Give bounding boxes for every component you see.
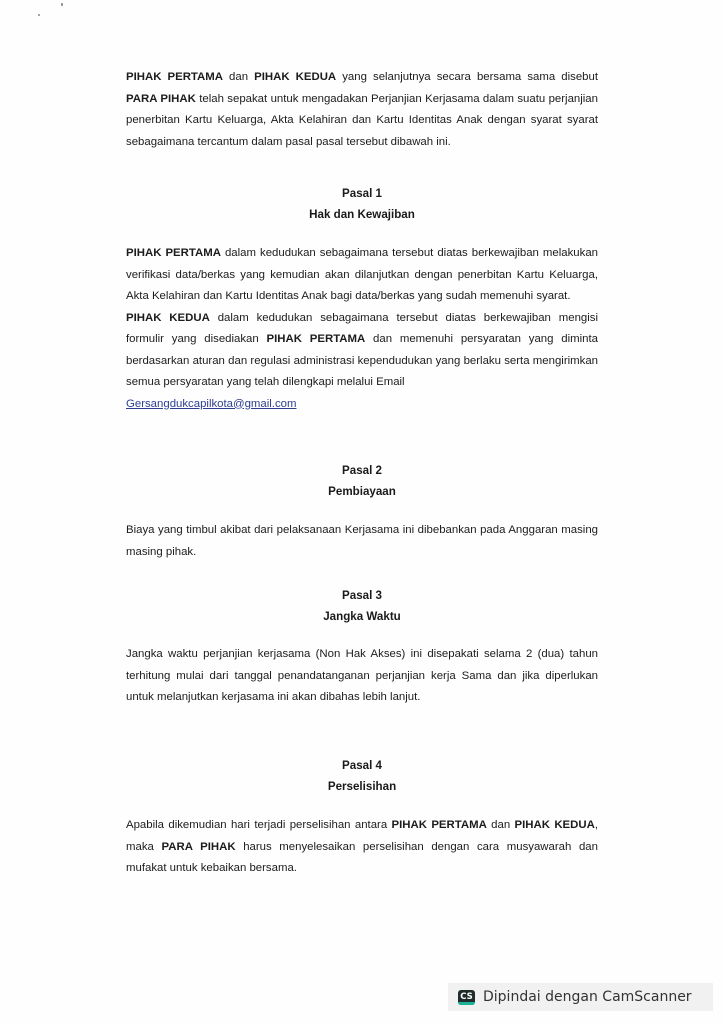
camscanner-logo-icon: CS (458, 990, 475, 1005)
bold-term: PIHAK PERTAMA (126, 71, 223, 83)
article-2 (126, 460, 598, 502)
camscanner-watermark (448, 983, 713, 1011)
article-title: Pembiayaan (328, 485, 396, 498)
article-2-body (126, 520, 598, 563)
article-1 (126, 183, 598, 225)
article-3 (126, 585, 598, 627)
text-run: Biaya yang timbul akibat dari pelaksanaan Kerjasama ini dibebankan pada Anggaran masing masing pihak. (126, 524, 598, 558)
article-title: Hak dan Kewajiban (309, 208, 415, 221)
text-run: dan (486, 819, 515, 831)
bold-term: PIHAK PERTAMA (266, 333, 366, 345)
text-run: Apabila dikemudian hari terjadi perselisihan antara (126, 819, 392, 831)
article-number: Pasal 3 (342, 589, 382, 602)
article-paragraph (126, 308, 598, 394)
email-link[interactable]: Gersangdukcapilkota@gmail.com (126, 397, 297, 410)
text-run: telah sepakat untuk mengadakan Perjanjian Kerjasama dalam suatu perjanjian penerbitan Kartu Keluarga, Akta Kelahiran dan Kartu Identitas Anak dengan syarat syarat sebagaimana tercantum dalam pasal pasal tersebut dibawah ini. (126, 92, 598, 148)
article-1-body (126, 243, 598, 415)
text-run: , maka (126, 819, 599, 853)
article-number: Pasal 1 (342, 187, 382, 200)
article-paragraph (126, 243, 598, 308)
bold-term: PARA PIHAK (161, 840, 236, 853)
article-4-body (126, 815, 598, 880)
bold-term: PIHAK KEDUA (254, 71, 337, 83)
text-run: dalam kedudukan sebagaimana tersebut diatas berkewajiban mengisi formulir yang disediakan (126, 311, 599, 345)
article-title: Jangka Waktu (323, 610, 401, 623)
article-paragraph (126, 815, 598, 880)
scan-speck (38, 14, 40, 16)
bold-term: PIHAK PERTAMA (391, 819, 487, 831)
article-title: Perselisihan (327, 780, 397, 793)
intro-paragraph (126, 67, 598, 153)
text-run: Jangka waktu perjanjian kerjasama (Non Hak Akses) ini disepakati selama 2 (dua) tahun terhitung mulai dari tanggal penandatanganan perjanjian kerja Sama dan jika diperlukan untuk melanjutkan kerjasama ini akan dibahas lebih lanjut. (126, 648, 598, 703)
text-run: dan memenuhi persyaratan yang diminta berdasarkan aturan dan regulasi administrasi kependudukan yang berlaku serta mengirimkan semua persyaratan yang telah dilengkapi melalui Email (126, 333, 598, 388)
text-run: harus menyelesaikan perselisihan dengan cara musyawarah dan mufakat untuk kebaikan bersama. (126, 840, 598, 874)
article-number: Pasal 2 (342, 464, 382, 477)
bold-term: PARA PIHAK (126, 92, 196, 105)
intro-section (126, 67, 598, 153)
watermark-label: Dipindai dengan CamScanner (483, 989, 692, 1005)
text-run: dalam kedudukan sebagaimana tersebut diatas berkewajiban melakukan verifikasi data/berkas yang kemudian akan dilanjutkan dengan penerbitan Kartu Keluarga, Akta Kelahiran dan Kartu Identitas Anak bagi data/berkas yang sudah memenuhi syarat. (126, 247, 598, 302)
bold-term: PIHAK PERTAMA (126, 247, 221, 259)
text-run: dan (222, 71, 255, 83)
article-3-body (126, 644, 598, 709)
scan-speck (61, 3, 63, 6)
article-paragraph (126, 520, 598, 563)
article-4 (126, 755, 598, 797)
bold-term: PIHAK KEDUA (126, 311, 210, 324)
email-line (126, 394, 598, 416)
text-run: yang selanjutnya secara bersama sama disebut (336, 71, 598, 83)
article-number: Pasal 4 (342, 759, 382, 772)
bold-term: PIHAK KEDUA (514, 819, 595, 831)
article-paragraph (126, 644, 598, 709)
